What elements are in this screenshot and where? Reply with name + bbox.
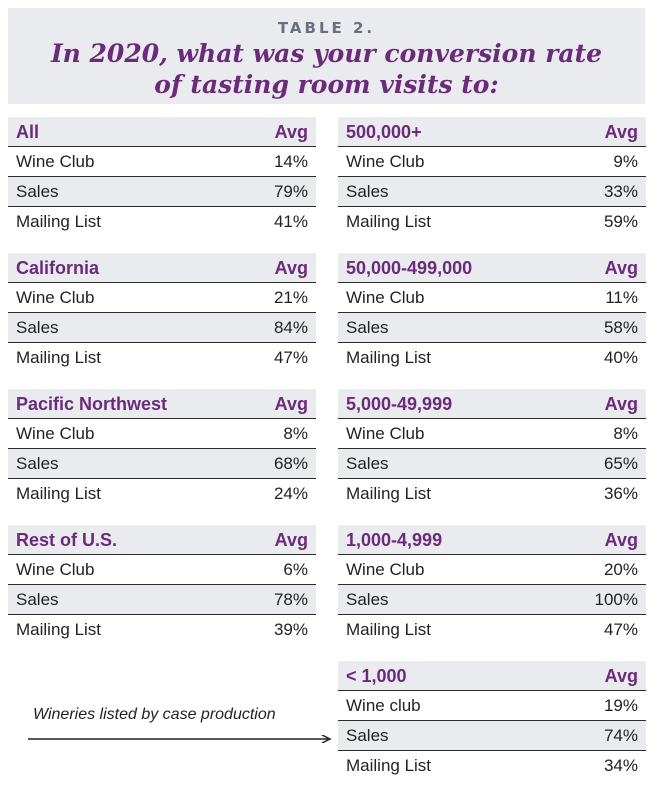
table-row <box>8 479 316 509</box>
table-row <box>338 419 646 449</box>
row-value: 65% <box>603 454 638 473</box>
row-value: 59% <box>603 212 638 231</box>
row-label: Mailing List <box>346 348 432 367</box>
row-value: 8% <box>283 424 308 443</box>
row-label: Mailing List <box>16 620 102 639</box>
table-row <box>338 721 646 751</box>
group-name: < 1,000 <box>346 666 407 686</box>
table-row <box>8 419 316 449</box>
row-value: 11% <box>605 288 638 307</box>
table-row <box>338 343 646 373</box>
table-row <box>338 177 646 207</box>
table-row <box>338 313 646 343</box>
avg-label: Avg <box>274 258 308 278</box>
row-value: 24% <box>273 484 308 503</box>
title-line-1: In 2020, what was your conversion rate <box>50 39 603 68</box>
row-value: 9% <box>613 152 638 171</box>
avg-label: Avg <box>274 530 308 550</box>
avg-label: Avg <box>274 122 308 142</box>
group-name: All <box>16 122 40 142</box>
table-row <box>8 313 316 343</box>
table-500000-plus <box>338 117 646 237</box>
row-label: Mailing List <box>346 756 432 775</box>
row-value: 36% <box>603 484 638 503</box>
avg-label: Avg <box>274 394 308 414</box>
table-row <box>8 343 316 373</box>
row-value: 47% <box>603 620 638 639</box>
group-name: 500,000+ <box>346 122 422 142</box>
row-label: Sales <box>16 454 59 473</box>
table-heading-row <box>338 525 646 555</box>
row-label: Mailing List <box>16 212 102 231</box>
avg-label: Avg <box>604 666 638 686</box>
row-value: 34% <box>603 756 638 775</box>
row-label: Sales <box>16 318 59 337</box>
table-row <box>8 207 316 237</box>
row-value: 41% <box>273 212 308 231</box>
group-name: California <box>16 258 100 278</box>
table-all <box>8 117 316 237</box>
avg-label: Avg <box>604 122 638 142</box>
table-row <box>338 283 646 313</box>
arrow-right-icon <box>28 735 334 743</box>
row-label: Wine Club <box>16 288 95 307</box>
row-value: 20% <box>603 560 638 579</box>
row-value: 19% <box>603 696 638 715</box>
table-heading-row <box>338 117 646 147</box>
avg-label: Avg <box>604 394 638 414</box>
table-row <box>338 615 646 645</box>
row-value: 58% <box>603 318 638 337</box>
avg-label: Avg <box>604 530 638 550</box>
group-name: 50,000-499,000 <box>346 258 473 278</box>
table-row <box>338 555 646 585</box>
table-california <box>8 253 316 373</box>
row-label: Wine Club <box>346 424 425 443</box>
table-rest-of-us <box>8 525 316 645</box>
row-label: Wine Club <box>16 424 95 443</box>
table-row <box>8 615 316 645</box>
table-under-1000 <box>338 661 646 781</box>
row-label: Sales <box>346 590 389 609</box>
table-row <box>8 585 316 615</box>
row-value: 68% <box>273 454 308 473</box>
case-production-note: Wineries listed by case production <box>33 706 276 723</box>
table-heading-row <box>8 117 316 147</box>
table-row <box>338 691 646 721</box>
row-label: Wine club <box>346 696 421 715</box>
table-row <box>338 479 646 509</box>
table-title <box>8 38 645 100</box>
row-label: Sales <box>16 590 59 609</box>
table-pacific-northwest <box>8 389 316 509</box>
row-label: Sales <box>346 182 389 201</box>
row-label: Wine Club <box>16 560 95 579</box>
table-row <box>338 585 646 615</box>
row-value: 33% <box>603 182 638 201</box>
table-heading-row <box>338 253 646 283</box>
row-label: Mailing List <box>16 484 102 503</box>
row-label: Sales <box>16 182 59 201</box>
table-heading-row <box>338 661 646 691</box>
row-label: Sales <box>346 454 389 473</box>
table-row <box>8 283 316 313</box>
row-value: 39% <box>273 620 308 639</box>
row-value: 21% <box>273 288 308 307</box>
table-heading-row <box>338 389 646 419</box>
row-label: Sales <box>346 318 389 337</box>
table-50000-499000 <box>338 253 646 373</box>
table-row <box>338 751 646 781</box>
row-label: Wine Club <box>346 152 425 171</box>
table-heading-row <box>8 253 316 283</box>
group-name: Rest of U.S. <box>16 530 118 550</box>
table-number: TABLE 2. <box>277 19 376 37</box>
row-value: 84% <box>273 318 308 337</box>
row-label: Sales <box>346 726 389 745</box>
row-value: 47% <box>273 348 308 367</box>
table-heading-row <box>8 389 316 419</box>
group-name: 5,000-49,999 <box>346 394 453 414</box>
table-row <box>338 147 646 177</box>
row-value: 14% <box>273 152 308 171</box>
row-value: 40% <box>603 348 638 367</box>
row-label: Wine Club <box>346 288 425 307</box>
row-value: 100% <box>594 590 638 609</box>
title-line-2: of tasting room visits to: <box>154 70 499 99</box>
row-label: Mailing List <box>346 212 432 231</box>
group-name: 1,000-4,999 <box>346 530 443 550</box>
table-row <box>8 449 316 479</box>
row-label: Wine Club <box>16 152 95 171</box>
table-5000-49999 <box>338 389 646 509</box>
row-label: Wine Club <box>346 560 425 579</box>
table-heading-row <box>8 525 316 555</box>
row-label: Mailing List <box>346 620 432 639</box>
row-value: 8% <box>613 424 638 443</box>
group-name: Pacific Northwest <box>16 394 168 414</box>
row-value: 78% <box>273 590 308 609</box>
table-row <box>8 555 316 585</box>
table-row <box>338 207 646 237</box>
row-label: Mailing List <box>346 484 432 503</box>
table-header <box>8 8 645 104</box>
row-value: 6% <box>283 560 308 579</box>
avg-label: Avg <box>604 258 638 278</box>
table-1000-4999 <box>338 525 646 645</box>
table-row <box>8 147 316 177</box>
row-label: Mailing List <box>16 348 102 367</box>
row-value: 79% <box>273 182 308 201</box>
table-row <box>8 177 316 207</box>
table-row <box>338 449 646 479</box>
row-value: 74% <box>603 726 638 745</box>
